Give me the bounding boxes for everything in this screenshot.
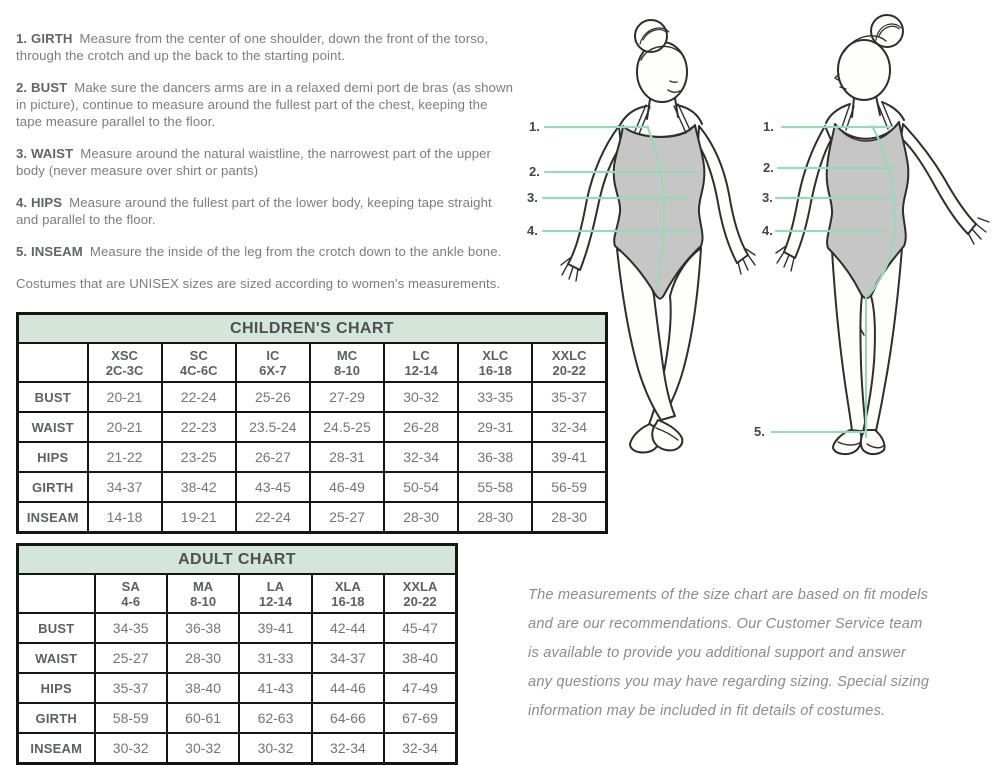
front-label-1: 1. [529, 119, 540, 134]
size-column-header: XSC 2C-3C [88, 343, 162, 382]
measurement-value: 28-30 [532, 502, 606, 533]
measurement-value: 31-33 [239, 643, 311, 673]
row-label: BUST [18, 613, 95, 643]
measurement-row [18, 643, 457, 673]
measurement-value: 45-47 [384, 613, 456, 643]
measurement-value: 67-69 [384, 703, 456, 733]
measurement-value: 19-21 [162, 502, 236, 533]
instruction-text: Measure around the fullest part of the lower body, keeping tape straight and parallel to the floor. [16, 195, 492, 227]
row-label: INSEAM [18, 733, 95, 764]
row-label: GIRTH [18, 703, 95, 733]
measurement-row [18, 613, 457, 643]
measurement-value: 22-24 [236, 502, 310, 533]
measurement-value: 38-42 [162, 472, 236, 502]
row-label: GIRTH [18, 472, 88, 502]
measurement-value: 32-34 [532, 412, 606, 442]
size-column-header: LC 12-14 [384, 343, 458, 382]
chart-title: ADULT CHART [18, 545, 457, 575]
measurement-value: 43-45 [236, 472, 310, 502]
measurement-value: 46-49 [310, 472, 384, 502]
instruction-text: Measure the inside of the leg from the crotch down to the ankle bone. [89, 244, 502, 259]
size-column-header: SA 4-6 [95, 574, 167, 613]
measurement-value: 23.5-24 [236, 412, 310, 442]
row-label: HIPS [18, 673, 95, 703]
measurement-value: 29-31 [458, 412, 532, 442]
measurement-value: 30-32 [239, 733, 311, 764]
front-label-2: 2. [529, 164, 540, 179]
measurement-row [18, 502, 607, 533]
size-column-header: LA 12-14 [239, 574, 311, 613]
measurement-value: 33-35 [458, 382, 532, 412]
measurement-value: 34-35 [95, 613, 167, 643]
instruction-waist [16, 145, 515, 179]
measurement-value: 30-32 [95, 733, 167, 764]
measurement-value: 41-43 [239, 673, 311, 703]
measurement-value: 25-27 [310, 502, 384, 533]
instruction-term: HIPS [30, 195, 63, 210]
measurement-value: 22-23 [162, 412, 236, 442]
measurement-value: 32-34 [312, 733, 384, 764]
measurement-value: 30-32 [167, 733, 239, 764]
measurement-row [18, 382, 607, 412]
measurement-value: 28-30 [384, 502, 458, 533]
measurement-value: 28-30 [167, 643, 239, 673]
measurement-value: 38-40 [384, 643, 456, 673]
measurement-value: 42-44 [312, 613, 384, 643]
front-label-4: 4. [527, 223, 538, 238]
measurement-value: 24.5-25 [310, 412, 384, 442]
measurement-row [18, 472, 607, 502]
instruction-number: 3. [16, 146, 28, 161]
size-header-row [18, 574, 457, 613]
measurement-value: 26-28 [384, 412, 458, 442]
measurement-value: 25-26 [236, 382, 310, 412]
size-column-header: IC 6X-7 [236, 343, 310, 382]
measurement-value: 32-34 [384, 442, 458, 472]
row-label: BUST [18, 382, 88, 412]
chart-title-row [18, 314, 607, 344]
instruction-text: Measure around the natural waistline, the narrowest part of the upper body (never measure over shirt or pants) [16, 146, 492, 178]
instruction-hips [16, 194, 515, 228]
measurement-value: 38-40 [167, 673, 239, 703]
size-column-header: MC 8-10 [310, 343, 384, 382]
unisex-note: Costumes that are UNISEX sizes are sized according to women's measurements. [16, 276, 501, 291]
measurement-value: 23-25 [162, 442, 236, 472]
back-label-4: 4. [762, 223, 773, 238]
corner-cell [18, 574, 95, 613]
instruction-girth [16, 30, 515, 64]
row-label: INSEAM [18, 502, 88, 533]
measurement-value: 35-37 [95, 673, 167, 703]
measurement-value: 36-38 [458, 442, 532, 472]
measurement-value: 35-37 [532, 382, 606, 412]
measurement-value: 47-49 [384, 673, 456, 703]
back-label-3: 3. [762, 190, 773, 205]
back-label-1: 1. [763, 119, 774, 134]
measurement-value: 58-59 [95, 703, 167, 733]
chart-title: CHILDREN'S CHART [18, 314, 607, 344]
adult-chart [16, 543, 458, 765]
measurement-value: 28-30 [458, 502, 532, 533]
chart-title-row [18, 545, 457, 575]
size-column-header: SC 4C-6C [162, 343, 236, 382]
instruction-number: 1. [16, 31, 28, 46]
instruction-number: 2. [16, 80, 28, 95]
measurement-value: 39-41 [239, 613, 311, 643]
measurement-value: 62-63 [239, 703, 311, 733]
size-column-header: XLC 16-18 [458, 343, 532, 382]
instruction-term: BUST [30, 80, 68, 95]
measurement-value: 56-59 [532, 472, 606, 502]
instruction-term: WAIST [30, 146, 74, 161]
measurement-value: 26-27 [236, 442, 310, 472]
instruction-term: INSEAM [30, 244, 83, 259]
measurement-row [18, 703, 457, 733]
row-label: WAIST [18, 412, 88, 442]
measurement-value: 21-22 [88, 442, 162, 472]
measurement-row [18, 673, 457, 703]
row-label: WAIST [18, 643, 95, 673]
measurement-value: 50-54 [384, 472, 458, 502]
back-label-2: 2. [763, 160, 774, 175]
measurement-value: 39-41 [532, 442, 606, 472]
chart-table [16, 312, 608, 534]
measurement-value: 20-21 [88, 412, 162, 442]
measurement-value: 34-37 [88, 472, 162, 502]
corner-cell [18, 343, 88, 382]
instruction-bust [16, 79, 515, 130]
measurement-instructions [16, 30, 515, 292]
measurement-value: 34-37 [312, 643, 384, 673]
instruction-term: GIRTH [30, 31, 73, 46]
row-label: HIPS [18, 442, 88, 472]
sizing-note: The measurements of the size chart are based on fit models and are our recommendations. Our Customer Service team is available to provide you additional support and answer any questions you may have regarding sizing. Special sizing information may be included in fit details of costumes. [528, 586, 930, 719]
measurement-value: 20-21 [88, 382, 162, 412]
back-dancer-illustration [776, 15, 989, 454]
size-column-header: XXLA 20-22 [384, 574, 456, 613]
measurement-value: 30-32 [384, 382, 458, 412]
measurement-row [18, 442, 607, 472]
size-header-row [18, 343, 607, 382]
measurement-value: 60-61 [167, 703, 239, 733]
measurement-value: 14-18 [88, 502, 162, 533]
measurement-value: 64-66 [312, 703, 384, 733]
measurement-value: 28-31 [310, 442, 384, 472]
measurement-value: 25-27 [95, 643, 167, 673]
instruction-text: Make sure the dancers arms are in a relaxed demi port de bras (as shown in picture), continue to measure around the fullest part of the chest, keeping the tape measure parallel to the floor. [16, 80, 514, 129]
measurement-value: 36-38 [167, 613, 239, 643]
instruction-inseam [16, 243, 515, 260]
childrens-chart [16, 312, 608, 534]
size-column-header: XLA 16-18 [312, 574, 384, 613]
instruction-number: 5. [16, 244, 28, 259]
back-label-5: 5. [754, 424, 765, 439]
chart-table [16, 543, 458, 765]
measurement-value: 32-34 [384, 733, 456, 764]
measurement-value: 22-24 [162, 382, 236, 412]
instruction-text: Measure from the center of one shoulder, down the front of the torso, through the crotch and up the back to the starting point. [16, 31, 489, 63]
instruction-number: 4. [16, 195, 28, 210]
measurement-value: 55-58 [458, 472, 532, 502]
measurement-row [18, 412, 607, 442]
measurement-value: 27-29 [310, 382, 384, 412]
front-label-3: 3. [527, 190, 538, 205]
measurement-value: 44-46 [312, 673, 384, 703]
size-column-header: XXLC 20-22 [532, 343, 606, 382]
measurement-row [18, 733, 457, 764]
size-column-header: MA 8-10 [167, 574, 239, 613]
